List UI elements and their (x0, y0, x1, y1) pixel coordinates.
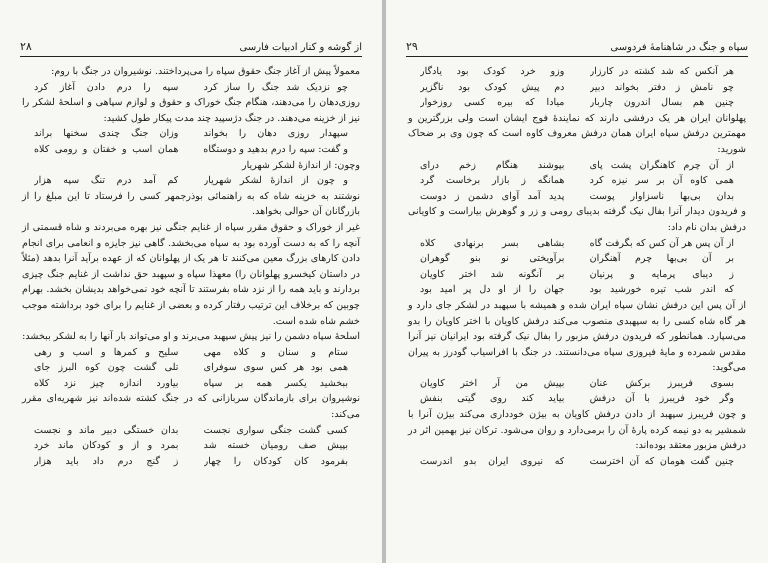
verse-couplet (408, 376, 746, 392)
verse-first-hemistich: بدان بی‌بها ناسزاوار پوست (589, 190, 734, 202)
verse-couplet (408, 454, 746, 470)
page-number: ۲۹ (406, 40, 418, 53)
verse-couplet (408, 189, 746, 205)
prose-paragraph: نوشتند به خزینه‌ شاه که به راهنمائی بوذرجمهر کسی را فرستاد تا این مبلغ را از بازرگانان آن حوالی بخواهد. (22, 190, 360, 218)
verse-couplet (22, 376, 360, 392)
verse-second-hemistich: دم پیش کودک بود ناگزیر (420, 81, 565, 93)
verse-second-hemistich: بیاورد اندازه چیز نزد کلاه (34, 377, 179, 389)
verse-first-hemistich: و گفت: سپه را درم بدهید و دوستگاه (203, 143, 348, 155)
right-page (386, 0, 768, 563)
verse-first-hemistich: بپیش صف رومیان خسته شد (203, 440, 348, 452)
prose-paragraph: معمولاً پیش از آغاز جنگ حقوق سپاه را می‌پرداختند. نوشیروان در جنگ با روم: (51, 66, 360, 77)
verse-couplet (22, 142, 360, 158)
left-page (0, 0, 382, 563)
verse-first-hemistich: از آن پس هر آن کس که بگرفت گاه (589, 237, 734, 249)
prose-paragraph: اسلحهٔ سپاه دشمن را نیز پیش سپهبد می‌برند و او می‌تواند بار آنها را به لشکر ببخشد: (22, 331, 360, 343)
verse-couplet (22, 80, 360, 96)
verse-first-hemistich: که اندر شب تیره خورشید بود (589, 284, 734, 296)
verse-second-hemistich: همانگه ز بازار برخاست گرد (420, 175, 565, 187)
verse-couplet (408, 282, 746, 298)
verse-second-hemistich: پدید آمد آوای دشمن ز دوست (420, 190, 565, 202)
verse-first-hemistich: هر آنکس که شد کشته در کارزار (589, 66, 734, 77)
verse-couplet (22, 454, 360, 470)
verse-first-hemistich: و چون از اندازهٔ لشکر شهریار (203, 175, 348, 187)
verse-couplet (22, 360, 360, 376)
verse-first-hemistich: وگر خود فریبرز با آن درفش (589, 393, 734, 405)
verse-first-hemistich: چنین هم بسال اندرون چاربار (589, 97, 734, 109)
prose-paragraph: و فریدون دیدار آنرا بفال نیک گرفته بدیبای رومی و زر و گوهرش بیاراست و کاویانی درفش بدان نام داد: (408, 206, 746, 233)
verse-second-hemistich: که نیروی ایران بدو اندرست (420, 455, 565, 467)
prose-paragraph: پهلوانان ایران هر یک درفشی دارند که نمایندهٔ فوج ایشان است ولی بزرگترین و مهمترین درفش سپاه ایران همان درفش معروف کاوه است که چون وی بر ضحاک شورید: (408, 112, 746, 155)
verse-first-hemistich: بسوی فریبرز برکش عنان (589, 377, 734, 389)
verse-first-hemistich: سپهدار روزی دهان را بخواند (203, 128, 348, 140)
left-page-header (20, 36, 362, 57)
verse-second-hemistich: سپه را درم دادن آغاز کرد (34, 81, 179, 93)
verse-second-hemistich: میادا که بیره کسی روزخوار (420, 97, 565, 109)
verse-couplet (22, 438, 360, 454)
right-page-header (406, 36, 748, 57)
verse-first-hemistich: ز دیبای پرمایه و پرنیان (589, 268, 734, 280)
verse-second-hemistich: بر آنگونه شد اختر کاویان (420, 268, 565, 280)
verse-couplet (22, 345, 360, 361)
verse-second-hemistich: وزو خرد کودک بود یادگار (420, 66, 565, 77)
verse-second-hemistich: بیاید کند روی گیتی بنفش (420, 393, 565, 405)
verse-first-hemistich: از آن چرم کاهنگران پشت پای (589, 159, 734, 171)
verse-first-hemistich: همی بود هر کس سوی سوفرای (203, 362, 348, 374)
verse-couplet (408, 158, 746, 174)
verse-second-hemistich: وزان جنگ چندی سخنها براند (34, 128, 179, 140)
verse-first-hemistich: چنین گفت هومان که آن اخترست (589, 455, 734, 467)
right-page-body (408, 64, 746, 555)
verse-first-hemistich: چو نامش ز دفتر بخواند دبیر (589, 81, 734, 93)
verse-first-hemistich: ببخشید یکسر همه بر سپاه (203, 377, 348, 389)
verse-second-hemistich: تلی گشت چون کوه البرز جای (34, 362, 179, 374)
prose-paragraph: نوشیروان برای بازماندگان سربازانی که در جنگ کشته شده‌اند نیز شهریه‌ای مقرر می‌کند: (22, 393, 360, 421)
verse-couplet (408, 95, 746, 111)
verse-first-hemistich: همی کاوه آن بر سر نیزه کرد (589, 175, 734, 187)
verse-couplet (408, 64, 746, 80)
verse-couplet (408, 173, 746, 189)
verse-second-hemistich: جهان را از او دل پر امید بود (420, 284, 565, 296)
page-number: ۲۸ (20, 40, 32, 53)
verse-second-hemistich: ز گنج درم داد باید هزار (34, 455, 179, 467)
prose-paragraph: روزی‌دهان را می‌دهند، هنگام جنگ خوراک و حقوق و لوازم سپاهی و اسلحهٔ لشکر را نیز از خزینه می‌دهند. در جنگ دژسپید چند مدت پیکار طول کشید: (22, 97, 360, 124)
left-page-body (22, 64, 360, 555)
verse-couplet (408, 267, 746, 283)
verse-couplet (408, 80, 746, 96)
verse-couplet (408, 236, 746, 252)
verse-second-hemistich: بشاهی بسر برنهادی کلاه (420, 237, 565, 249)
verse-second-hemistich: کم آمد درم تنگ سپه هزار (34, 175, 179, 187)
verse-second-hemistich: بدان خستگی دبیر ماند و نجست (34, 424, 179, 436)
running-title: سپاه و جنگ در شاهنامهٔ فردوسی (610, 42, 748, 53)
prose-paragraph: و چون فریبرز سپهبد از دادن درفش کاویان به‌ بیژن خودداری می‌کند بیژن آنرا با شمشیر به دو نیمه کرده پارهٔ آن را برمی‌دارد و روان می‌شود. ترکان نیز بهمین اثر در درفش مزبور معتقد بوده‌اند: (408, 409, 746, 452)
verse-couplet (408, 251, 746, 267)
verse-first-hemistich: کسی گشت جنگی سواری نجست (203, 424, 348, 436)
running-title: از گوشه و کنار ادبیات فارسی (239, 42, 362, 53)
prose-paragraph: وچون: از اندازهٔ لشکر شهریار (241, 159, 360, 171)
verse-couplet (408, 391, 746, 407)
prose-paragraph: از آن پس این درفش نشان سپاه ایران شده و همیشه با سپهبد در لشکر جای دارد و هر گاه شاه کسی را به سپهبدی منصوب می‌کند درفش کاویان با اختر کاویان را بدو می‌سپارد. همانطور که فریدون درفش مزبور را بفال نیک گرفته بود ایرانیان نیز آنرا مقدس شمرده و مایهٔ فیروزی سپاه می‌دانستند. در جنگ با افراسیاب گودرز به‌ پیران می‌گوید: (408, 299, 746, 374)
verse-second-hemistich: همان اسب و خفتان و رومی کلاه (34, 143, 179, 155)
verse-couplet (22, 173, 360, 189)
verse-couplet (22, 423, 360, 439)
verse-second-hemistich: بپیش من آر اختر کاویان (420, 377, 565, 389)
verse-second-hemistich: سلیح و کمرها و اسب و رهی (34, 346, 179, 358)
verse-second-hemistich: برآویختی نو بنو گوهران (420, 253, 565, 265)
verse-couplet (22, 126, 360, 142)
verse-second-hemistich: بمرد و از و کودکان ماند خرد (34, 440, 179, 452)
verse-first-hemistich: بفرمود کان کودکان را چهار (203, 455, 348, 467)
verse-first-hemistich: بر آن بی‌بها چرم آهنگران (589, 253, 734, 265)
verse-first-hemistich: ستام و سنان و کلاه مهی (203, 346, 348, 358)
verse-first-hemistich: چو نزدیک شد جنگ را ساز کرد (203, 81, 348, 93)
prose-paragraph: غیر از خوراک و حقوق مقرر سپاه از غنایم جنگی نیز بهره می‌بردند و شاه قسمتی از آنچه را که به دست آورده بود به سپاه می‌بخشد. گاهی نیز جایزه و انعامی برای انجام دادن کارهای بزرگ معین می‌کنند تا هر یک از پهلوانان که از عهده برآید آنرا بدهد (مثلاً در داستان کیخسرو پهلوانان را) معهذا سپاه و سپهبد حق نداشت از غنایم جنگ چیزی بردارند و باید همه را از نزد شاه بفرستند تا آنچه خود نمی‌خواهد بدیشان بخشد. بهرام چوبین که برخلاف این ترتیب رفتار کرده و بعضی از غنایم را برای خود برداشته موجب خشم شاه شده است. (22, 221, 360, 327)
verse-second-hemistich: بپوشند هنگام زخم درای (420, 159, 565, 171)
